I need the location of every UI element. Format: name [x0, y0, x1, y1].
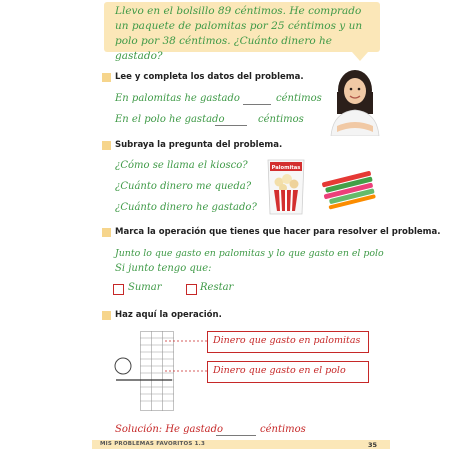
section1-line1-end: céntimos [276, 93, 322, 104]
girl-illustration [327, 64, 383, 136]
sumar-label: Sumar [128, 282, 162, 293]
solution-end: céntimos [260, 424, 306, 435]
section3-text-line1: Junto lo que gasto en palomitas y lo que gasto en el polo [115, 248, 384, 259]
section1-line2-end: céntimos [258, 114, 304, 125]
restar-checkbox[interactable] [186, 284, 197, 295]
ice-pop-icon [320, 168, 380, 210]
problem-text: Llevo en el bolsillo 89 céntimos. He comprado un paquete de palomitas por 25 céntimos y un polo por 38 céntimos. ¿Cuánto dinero he gastado? [115, 5, 363, 62]
box-polo-label: Dinero que gasto en el polo [213, 365, 346, 376]
popcorn-brand-label: Palomitas [271, 165, 301, 171]
popcorn-bag-icon [264, 156, 308, 216]
section4-heading: Haz aquí la operación. [115, 310, 222, 320]
box-palomitas [207, 331, 369, 353]
question-1[interactable]: ¿Cómo se llama el kiosco? [115, 160, 248, 171]
question-2[interactable]: ¿Cuánto dinero me queda? [115, 181, 252, 192]
section1-line2-start: En el polo he gastado [115, 114, 225, 125]
box-palomitas-label: Dinero que gasto en palomitas [213, 335, 361, 346]
page-number: 35 [368, 441, 378, 449]
operator-circle-icon[interactable] [115, 358, 131, 374]
section1-heading: Lee y completa los datos del problema. [115, 72, 304, 82]
solution-start: Solución: He gastado [115, 424, 224, 435]
section3-heading: Marca la operación que tienes que hacer para resolver el problema. [115, 227, 441, 237]
section3-text-line2: Si junto tengo que: [115, 263, 212, 274]
restar-label: Restar [200, 282, 234, 293]
footer-title: MIS PROBLEMAS FAVORITOS 1.3 [100, 441, 205, 447]
section1-blank2[interactable] [215, 125, 247, 126]
section2-bullet [102, 141, 111, 150]
sumar-checkbox[interactable] [113, 284, 124, 295]
section1-blank1[interactable] [243, 104, 271, 105]
connector-lines [165, 335, 211, 380]
solution-blank[interactable] [216, 435, 256, 436]
section3-bullet [102, 228, 111, 237]
box-polo [207, 361, 369, 383]
section2-heading: Subraya la pregunta del problema. [115, 140, 283, 150]
section1-line1-start: En palomitas he gastado [115, 93, 240, 104]
section1-bullet [102, 73, 111, 82]
section4-bullet [102, 311, 111, 320]
question-3[interactable]: ¿Cuánto dinero he gastado? [115, 202, 257, 213]
